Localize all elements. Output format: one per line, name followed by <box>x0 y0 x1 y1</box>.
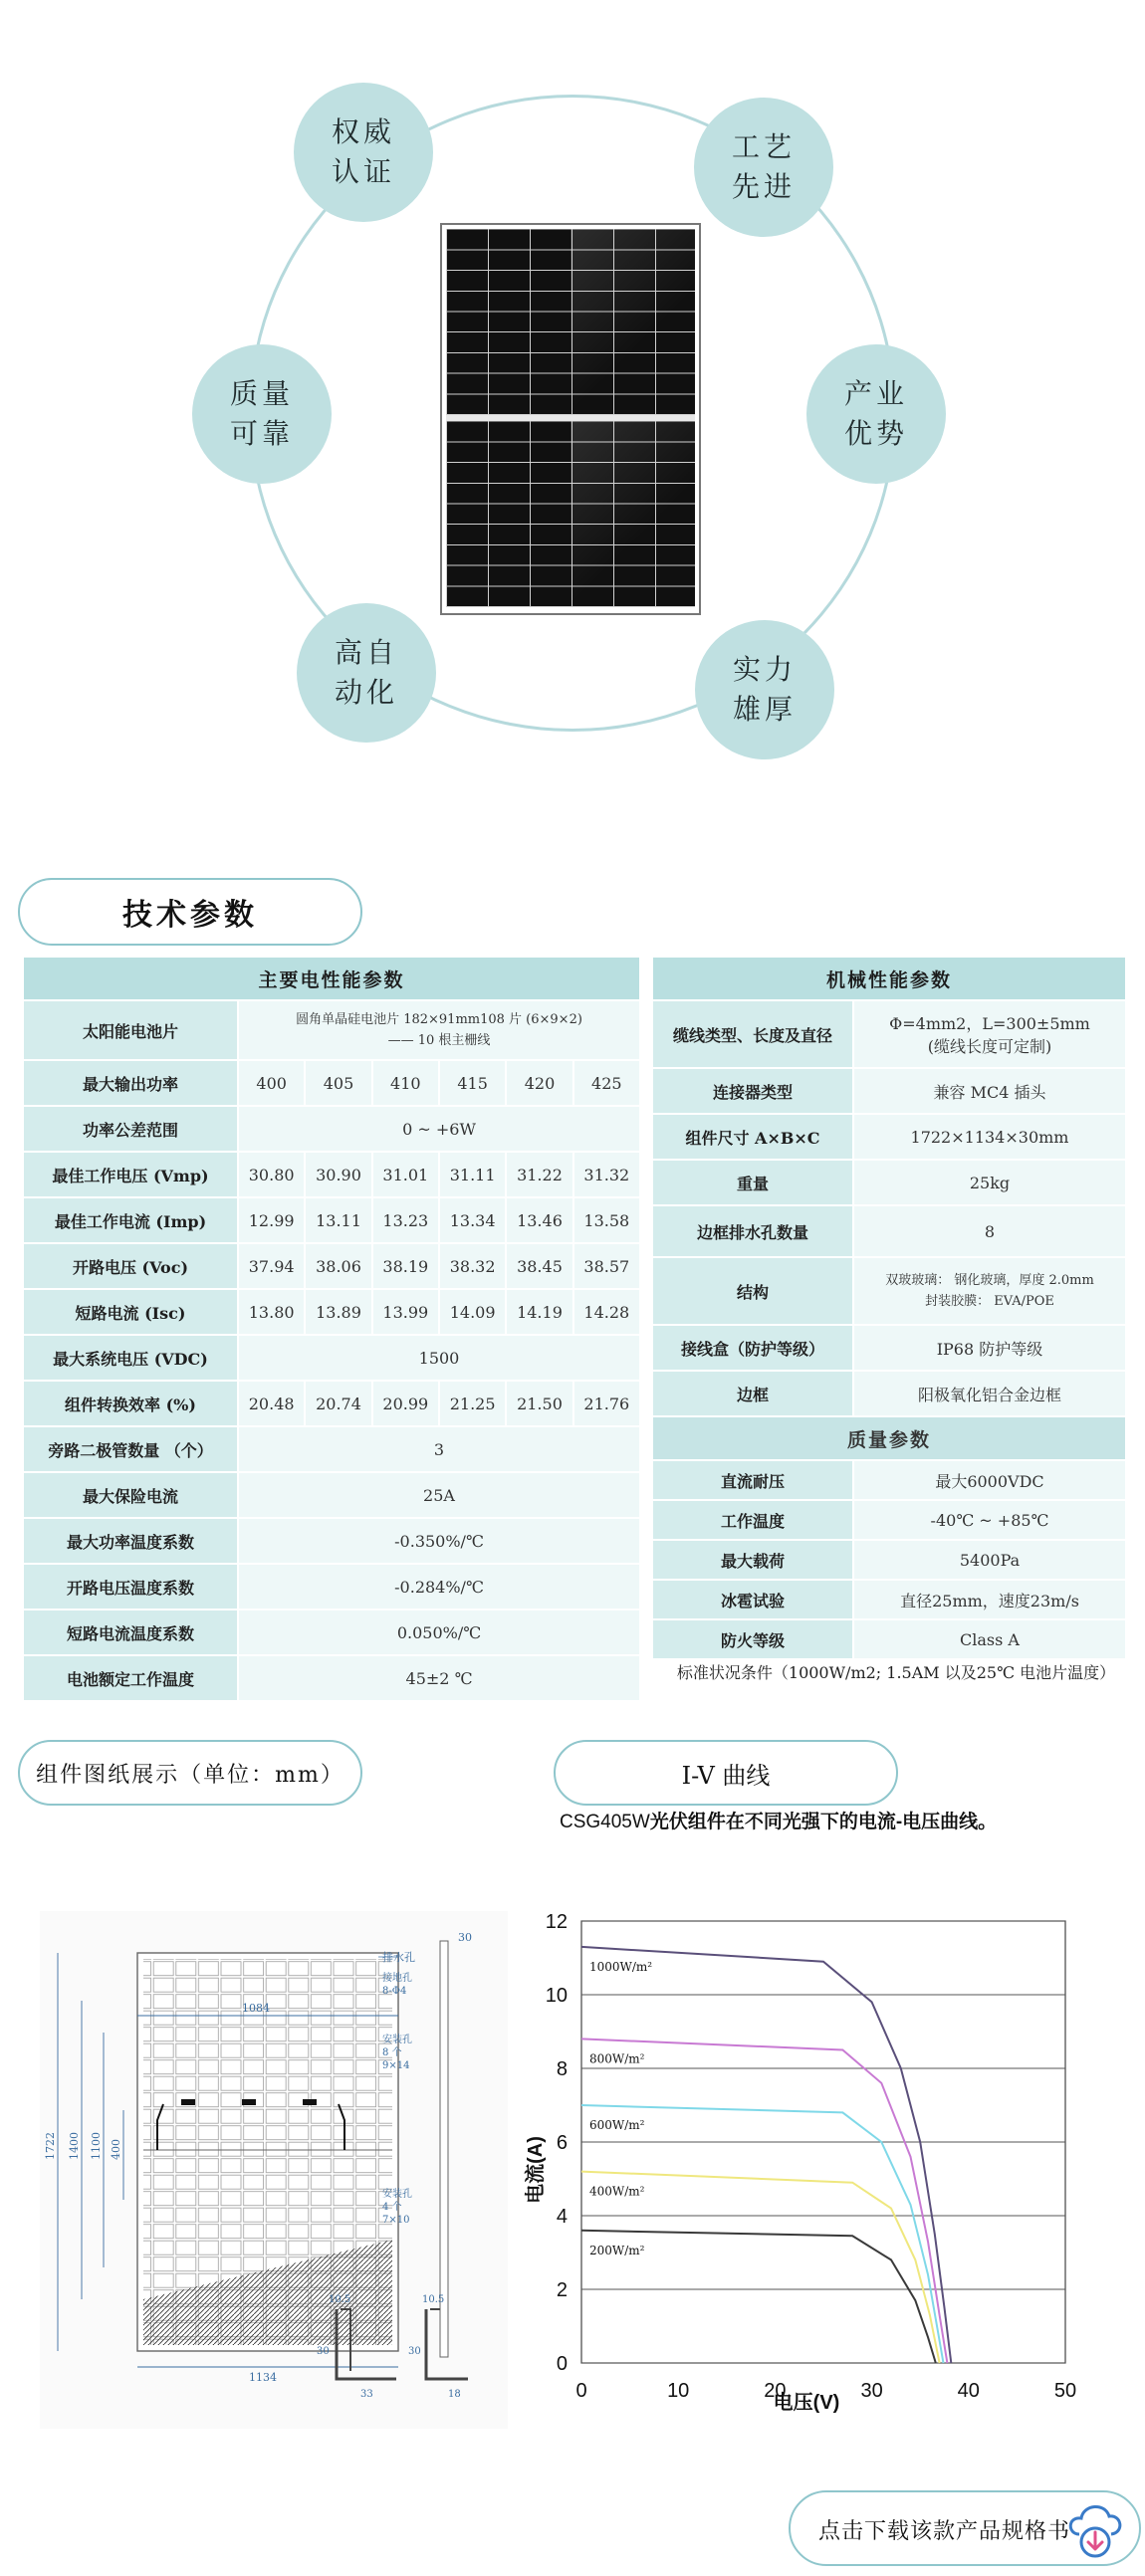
profile-b-10-5: 10.5 <box>422 2294 445 2305</box>
isc-value: 13.80 <box>238 1289 305 1335</box>
tc-isc-value: 0.050%/℃ <box>238 1610 640 1655</box>
iv-y-tick-label: 2 <box>556 2279 568 2301</box>
voc-value: 38.19 <box>372 1243 439 1289</box>
jbox-label: 接线盒（防护等级） <box>652 1325 853 1371</box>
frame-label: 边框 <box>652 1371 853 1416</box>
feature-text: 先进 <box>731 170 796 203</box>
power-label: 最大输出功率 <box>23 1060 238 1106</box>
power-value: 410 <box>372 1060 439 1106</box>
jbox-value: IP68 防护等级 <box>853 1325 1126 1371</box>
imp-value: 13.46 <box>506 1197 572 1243</box>
mount-hole-b-note: 安装孔 <box>382 2189 412 2200</box>
cell-type-value <box>238 1000 640 1060</box>
efficiency-value: 20.99 <box>372 1381 439 1426</box>
iv-y-tick-label: 0 <box>556 2353 568 2375</box>
imp-label: 最佳工作电流 (Imp) <box>23 1197 238 1243</box>
voc-value: 38.45 <box>506 1243 572 1289</box>
vmp-value: 30.80 <box>238 1152 305 1197</box>
tech-params-title-text: 技术参数 <box>122 898 258 933</box>
mount-hole-a-note: 安装孔 <box>382 2035 412 2045</box>
iv-title-text: I-V 曲线 <box>681 1761 771 1790</box>
profile-a-30: 30 <box>317 2346 330 2357</box>
vmp-value: 31.01 <box>372 1152 439 1197</box>
power-value: 425 <box>573 1060 640 1106</box>
feature-text: 认证 <box>331 155 395 188</box>
iv-series-label: 400W/m² <box>589 2184 645 2199</box>
panel-bottom-half <box>446 421 695 607</box>
vdc-value: 1500 <box>238 1335 640 1381</box>
ground-hole-size: 8-Φ4 <box>382 1986 407 1997</box>
voc-value: 37.94 <box>238 1243 305 1289</box>
panel-top-half <box>446 229 695 415</box>
feature-authority <box>294 83 433 222</box>
cloud-download-icon <box>1061 2496 1129 2564</box>
fuse-label: 最大保险电流 <box>23 1472 238 1518</box>
imp-value: 13.23 <box>372 1197 439 1243</box>
iv-x-tick-label: 40 <box>957 2380 980 2402</box>
drain-value: 8 <box>853 1205 1126 1257</box>
iv-x-tick-label: 0 <box>575 2380 587 2402</box>
drawing-title-text: 组件图纸展示（单位：mm） <box>36 1762 344 1788</box>
dc-value: 最大6000VDC <box>853 1460 1126 1500</box>
voc-label: 开路电压 (Voc) <box>23 1243 238 1289</box>
feature-industry <box>806 344 946 484</box>
drawing-title <box>18 1740 362 1806</box>
efficiency-value: 21.50 <box>506 1381 572 1426</box>
isc-value: 13.89 <box>305 1289 371 1335</box>
iv-series-label: 200W/m² <box>589 2243 645 2257</box>
cable-value <box>853 1000 1126 1068</box>
iv-y-tick-label: 4 <box>556 2206 568 2228</box>
dim-1084: 1084 <box>242 2002 270 2015</box>
dim-1100: 1100 <box>90 2132 103 2160</box>
load-value: 5400Pa <box>853 1540 1126 1580</box>
iv-y-tick-label: 12 <box>545 1911 568 1933</box>
profile-a-10-5: 10.5 <box>329 2294 351 2305</box>
feature-text: 雄厚 <box>732 693 797 726</box>
module-drawing <box>40 1911 508 2429</box>
hail-value: 直径25mm，速度23m/s <box>853 1580 1126 1619</box>
vmp-value: 31.32 <box>573 1152 640 1197</box>
tolerance-value: 0 ~ +6W <box>238 1106 640 1152</box>
efficiency-value: 20.74 <box>305 1381 371 1426</box>
cell-type-line-1: 圆角单晶硅电池片 182×91mm108 片 (6×9×2) <box>296 1012 582 1027</box>
mount-hole-b-size: 7×10 <box>382 2215 410 2226</box>
weight-value: 25kg <box>853 1160 1126 1205</box>
iv-x-tick-label: 30 <box>860 2380 883 2402</box>
iv-y-axis-label: 电流(A) <box>525 2136 547 2204</box>
isc-value: 14.09 <box>439 1289 506 1335</box>
feature-text: 权威 <box>331 115 395 148</box>
tc-voc-value: -0.284%/℃ <box>238 1564 640 1610</box>
connector-label: 连接器类型 <box>652 1068 853 1114</box>
vmp-value: 31.11 <box>439 1152 506 1197</box>
tc-isc-label: 短路电流温度系数 <box>23 1610 238 1655</box>
dim-1134: 1134 <box>249 2371 277 2384</box>
voc-value: 38.57 <box>573 1243 640 1289</box>
cell-type-label: 太阳能电池片 <box>23 1000 238 1060</box>
structure-line-1: 双玻玻璃： 钢化玻璃，厚度 2.0mm <box>885 1273 1094 1288</box>
fire-label: 防火等级 <box>652 1619 853 1659</box>
imp-value: 13.58 <box>573 1197 640 1243</box>
iv-subtitle-model: CSG405W <box>560 1812 650 1832</box>
iv-series-line <box>581 2172 940 2363</box>
diode-value: 3 <box>238 1426 640 1472</box>
download-spec-label: 点击下载该款产品规格书 <box>818 2519 1071 2544</box>
feature-text: 优势 <box>843 417 908 450</box>
iv-chart <box>520 1901 1077 2429</box>
dim-400: 400 <box>110 2139 122 2160</box>
frame-value: 阳极氧化铝合金边框 <box>853 1371 1126 1416</box>
efficiency-value: 21.76 <box>573 1381 640 1426</box>
dim-1400: 1400 <box>68 2132 81 2160</box>
efficiency-label: 组件转换效率 (%) <box>23 1381 238 1426</box>
cable-line-1: Φ=4mm2，L=300±5mm <box>889 1014 1090 1033</box>
iv-series-label: 1000W/m² <box>589 1959 653 1974</box>
vmp-value: 31.22 <box>506 1152 572 1197</box>
solar-panel-image <box>440 223 701 615</box>
cable-label: 缆线类型、长度及直径 <box>652 1000 853 1068</box>
feature-text: 产业 <box>843 377 908 410</box>
dim-30: 30 <box>458 1931 472 1944</box>
iv-series-group <box>581 1947 951 2363</box>
electrical-table <box>22 956 641 1702</box>
tc-voc-label: 开路电压温度系数 <box>23 1564 238 1610</box>
drain-label: 边框排水孔数量 <box>652 1205 853 1257</box>
efficiency-value: 20.48 <box>238 1381 305 1426</box>
power-value: 405 <box>305 1060 371 1106</box>
dim-1722: 1722 <box>44 2132 57 2160</box>
mount-hole-a-count: 8 个 <box>382 2047 402 2058</box>
mechanical-table-title: 机械性能参数 <box>652 957 1126 1000</box>
iv-y-tick-label: 6 <box>556 2132 568 2154</box>
feature-text: 动化 <box>334 676 398 709</box>
feature-craft <box>694 98 833 237</box>
profile-b-18: 18 <box>448 2389 461 2400</box>
size-label: 组件尺寸 A×B×C <box>652 1114 853 1160</box>
dc-label: 直流耐压 <box>652 1460 853 1500</box>
structure-label: 结构 <box>652 1257 853 1325</box>
vdc-label: 最大系统电压 (VDC) <box>23 1335 238 1381</box>
standard-conditions-note: 标准状况条件（1000W/m2; 1.5AM 以及25℃ 电池片温度） <box>676 1663 1116 1682</box>
iv-grid <box>581 1921 1065 2363</box>
tc-pmax-value: -0.350%/℃ <box>238 1518 640 1564</box>
feature-text: 工艺 <box>731 130 796 163</box>
profile-a-33: 33 <box>360 2389 373 2400</box>
voc-value: 38.06 <box>305 1243 371 1289</box>
structure-value <box>853 1257 1126 1325</box>
tolerance-label: 功率公差范围 <box>23 1106 238 1152</box>
iv-y-tick-label: 10 <box>545 1985 568 2007</box>
power-value: 420 <box>506 1060 572 1106</box>
cable-line-2: (缆线长度可定制) <box>927 1037 1052 1056</box>
fire-value: Class A <box>853 1619 1126 1659</box>
feature-text: 高自 <box>334 636 398 669</box>
isc-value: 13.99 <box>372 1289 439 1335</box>
feature-automation <box>297 603 436 743</box>
iv-x-axis-label: 电压(V) <box>773 2392 840 2414</box>
noct-value: 45±2 ℃ <box>238 1655 640 1701</box>
vmp-value: 30.90 <box>305 1152 371 1197</box>
isc-value: 14.19 <box>506 1289 572 1335</box>
temp-value: -40℃ ~ +85℃ <box>853 1500 1126 1540</box>
imp-value: 13.34 <box>439 1197 506 1243</box>
feature-quality <box>192 344 332 484</box>
quality-title: 质量参数 <box>652 1416 1126 1460</box>
profile-b-30: 30 <box>408 2346 421 2357</box>
hail-label: 冰雹试验 <box>652 1580 853 1619</box>
iv-series-label: 800W/m² <box>589 2051 645 2066</box>
iv-x-tick-label: 50 <box>1053 2380 1077 2402</box>
iv-subtitle-text: 光伏组件在不同光强下的电流-电压曲线。 <box>649 1812 998 1832</box>
weight-label: 重量 <box>652 1160 853 1205</box>
temp-label: 工作温度 <box>652 1500 853 1540</box>
noct-label: 电池额定工作温度 <box>23 1655 238 1701</box>
efficiency-value: 21.25 <box>439 1381 506 1426</box>
tc-pmax-label: 最大功率温度系数 <box>23 1518 238 1564</box>
mount-hole-a-size: 9×14 <box>382 2060 410 2071</box>
ground-hole-note: 接地孔 <box>382 1973 412 1984</box>
feature-text: 质量 <box>229 377 294 410</box>
iv-x-tick-label: 10 <box>667 2380 690 2402</box>
iv-title <box>554 1740 898 1806</box>
load-label: 最大载荷 <box>652 1540 853 1580</box>
diode-label: 旁路二极管数量 （个） <box>23 1426 238 1472</box>
fuse-value: 25A <box>238 1472 640 1518</box>
download-spec-button[interactable] <box>789 2490 1141 2566</box>
vmp-label: 最佳工作电压 (Vmp) <box>23 1152 238 1197</box>
iv-series-line <box>581 2039 947 2363</box>
iv-y-tick-label: 8 <box>556 2058 568 2080</box>
iv-series-line <box>581 1947 951 2363</box>
power-value: 400 <box>238 1060 305 1106</box>
mount-hole-b-count: 4 个 <box>382 2202 402 2213</box>
voc-value: 38.32 <box>439 1243 506 1289</box>
imp-value: 13.11 <box>305 1197 371 1243</box>
tech-params-title <box>18 878 362 946</box>
structure-line-2: 封装胶膜： EVA/POE <box>925 1294 1054 1309</box>
feature-strength <box>695 620 834 759</box>
iv-series-label: 600W/m² <box>589 2118 645 2132</box>
isc-label: 短路电流 (Isc) <box>23 1289 238 1335</box>
imp-value: 12.99 <box>238 1197 305 1243</box>
feature-text: 可靠 <box>229 417 294 450</box>
feature-text: 实力 <box>732 653 797 686</box>
electrical-table-title: 主要电性能参数 <box>23 957 640 1000</box>
isc-value: 14.28 <box>573 1289 640 1335</box>
iv-subtitle <box>560 1807 997 1833</box>
cell-type-line-2: —— 10 根主栅线 <box>387 1033 491 1048</box>
power-value: 415 <box>439 1060 506 1106</box>
drain-hole-note: 排水孔 <box>382 1951 415 1964</box>
iv-ticks <box>546 1911 1076 2402</box>
connector-value: 兼容 MC4 插头 <box>853 1068 1126 1114</box>
iv-x-tick-label: 20 <box>764 2380 787 2402</box>
size-value: 1722×1134×30mm <box>853 1114 1126 1160</box>
mechanical-table <box>651 956 1127 1660</box>
